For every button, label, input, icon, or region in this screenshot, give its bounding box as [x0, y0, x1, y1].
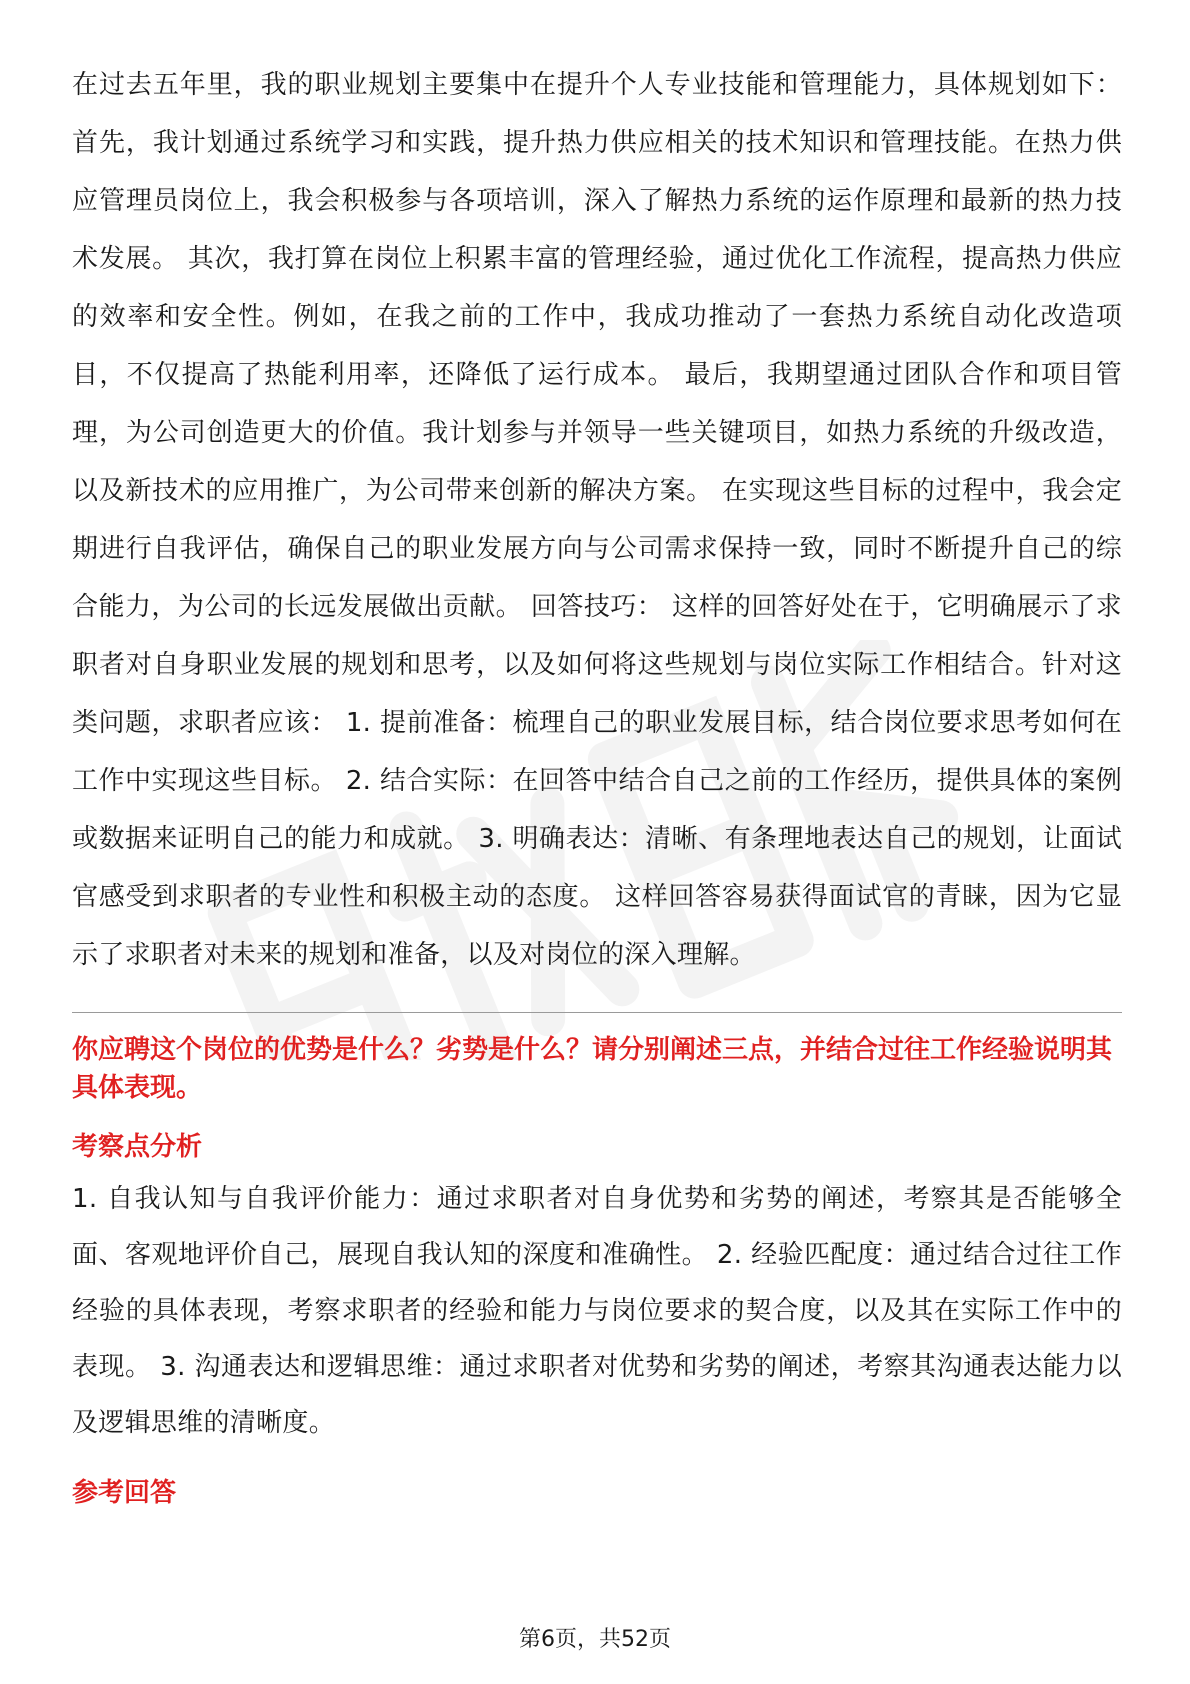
reference-answer-heading: 参考回答 — [72, 1478, 177, 1508]
page-number-footer: 第6页，共52页 — [519, 1627, 671, 1652]
answer-body-paragraph: 在过去五年里，我的职业规划主要集中在提升个人专业技能和管理能力，具体规划如下： 首先，我计划通过系统学习和实践，提升热力供应相关的技术知识和管理技能。在热力供应管理员岗位上，我会积极参与各项培训，深入了解热力系统的运作原理和最新的热力技术发展。 其次，我打算在岗位上积累丰富的管理经验，通过优化工作流程，提高热力供应的效率和安全性。例如，在我之前的工作中，我成功推动了一套热力系统自动化改造项目，不仅提高了热能利用率，还降低了运行成本。 最后，我期望通过团队合作和项目管理，为公司创造更大的价值。我计划参与并领导一些关键项目，如热力系统的升级改造，以及新技术的应用推广，为公司带来创新的解决方案。 在实现这些目标的过程中，我会定期进行自我评估，确保自己的职业发展方向与公司需求保持一致，同时不断提升自己的综合能力，为公司的长远发展做出贡献。 回答技巧： 这样的回答好处在于，它明确展示了求职者对自身职业发展的规划和思考，以及如何将这些规划与岗位实际工作相结合。针对这类问题，求职者应该： 1. 提前准备：梳理自己的职业发展目标，结合岗位要求思考如何在工作中实现这些目标。 2. 结合实际：在回答中结合自己之前的工作经历，提供具体的案例或数据来证明自己的能力和成就。 3. 明确表达：清晰、有条理地表达自己的规划，让面试官感受到求职者的专业性和积极主动的态度。 这样回答容易获得面试官的青睐，因为它显示了求职者对未来的规划和准备，以及对岗位的深入理解。 — [72, 70, 1122, 970]
analysis-paragraph: 1. 自我认知与自我评价能力：通过求职者对自身优势和劣势的阐述，考察其是否能够全面、客观地评价自己，展现自我认知的深度和准确性。 2. 经验匹配度：通过结合过往工作经验的具体表现，考察求职者的经验和能力与岗位要求的契合度，以及其在实际工作中的表现。 3. 沟通表达和逻辑思维：通过求职者对优势和劣势的阐述，考察其沟通表达能力以及逻辑思维的清晰度。 — [72, 1184, 1122, 1438]
analysis-heading: 考察点分析 — [72, 1132, 203, 1162]
content-area — [72, 56, 1122, 1513]
section-divider — [72, 1012, 1122, 1013]
interview-question: 你应聘这个岗位的优势是什么？劣势是什么？请分别阐述三点，并结合过往工作经验说明其具体表现。 — [72, 1035, 1113, 1103]
